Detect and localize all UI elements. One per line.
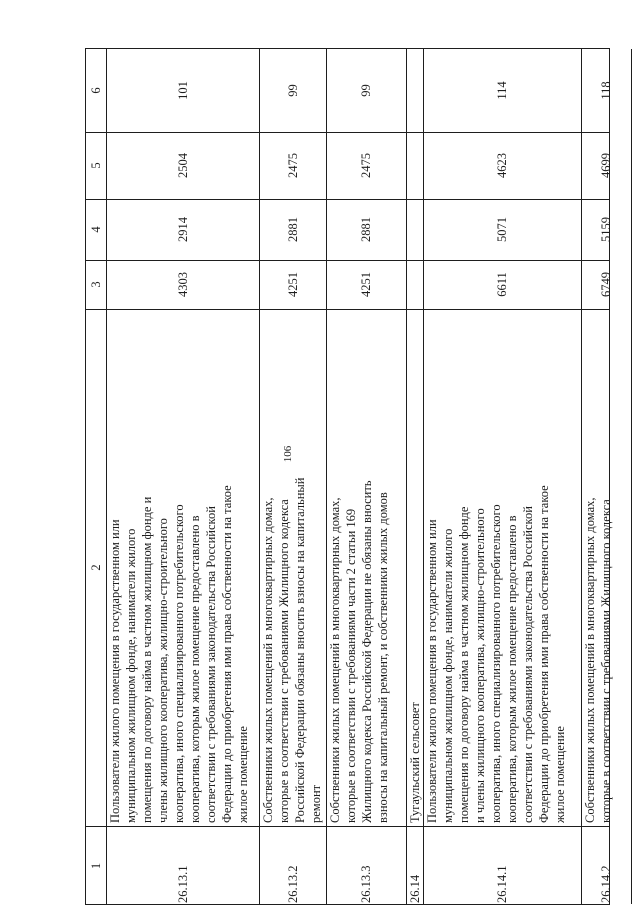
description-line: Пользователи жилого помещения в государственном или xyxy=(108,519,122,823)
row-value-c5: 2504 xyxy=(175,153,190,178)
row-value-c6: 118 xyxy=(599,81,613,100)
column-header: 5 xyxy=(89,162,103,169)
row-code: 26.13.3 xyxy=(359,865,373,903)
description-line: Тугаульский сельсовет xyxy=(408,702,422,823)
row-description xyxy=(327,306,391,826)
row-value-c3 xyxy=(406,260,423,309)
description-line: муниципальном жилищном фонде, наниматели жилого xyxy=(441,528,455,823)
row-value-c4 xyxy=(406,199,423,260)
row-value-c6: 114 xyxy=(495,81,509,100)
column-header: 2 xyxy=(89,564,103,571)
row-description xyxy=(424,306,568,826)
description-line: члены жилищного кооператива, жилищно-строительного xyxy=(156,518,170,823)
description-line: ремонт xyxy=(309,784,323,823)
row-value-c3: 4303 xyxy=(175,272,190,297)
description-line: кооператива, которым жилое помещение предоставлено в xyxy=(505,515,519,823)
row-code: 26.14 xyxy=(407,874,422,903)
description-line: Собственники жилых помещений в многоквартирных домах, xyxy=(583,497,597,823)
description-line: кооператива, иного специализированного потребительского xyxy=(489,504,503,823)
column-header: 4 xyxy=(89,226,103,233)
page-number: 106 xyxy=(282,445,294,463)
row-value-c5: 2475 xyxy=(359,153,373,178)
description-line: кооператива, иного специализированного потребительского xyxy=(172,504,186,823)
description-line: Федерации до приобретения ими права собственности на такое xyxy=(220,485,234,823)
row-value-c3: 6749 xyxy=(599,272,613,297)
description-line: которые в соответствии с требованиями Жилищного кодекса xyxy=(599,499,613,823)
row-value-c4: 2914 xyxy=(175,217,190,242)
description-line: которые в соответствии с требованиями части 2 статьи 169 xyxy=(344,508,358,823)
description-line: жилое помещение xyxy=(553,726,567,823)
description-line: Жилищного кодекса Российской Федерации не обязаны вносить xyxy=(360,480,374,823)
description-line: взносы на капитальный ремонт, и собственники жилых домов xyxy=(376,492,390,823)
row-value-c5: 4699 xyxy=(599,153,613,178)
row-value-c6 xyxy=(406,49,423,132)
description-line: помещения по договору найма в частном жилищном фонде и xyxy=(140,496,154,823)
description-line: Пользователи жилого помещения в государственном или xyxy=(425,519,439,823)
description-line: Федерации до приобретения ими права собственности на такое xyxy=(537,485,551,823)
row-value-c5: 2475 xyxy=(285,153,300,178)
row-description xyxy=(407,306,423,826)
row-description xyxy=(582,306,614,826)
row-value-c5: 4623 xyxy=(495,153,509,178)
row-value-c5 xyxy=(406,132,423,199)
row-value-c3: 4251 xyxy=(359,272,373,297)
row-value-c4: 2881 xyxy=(285,217,300,242)
row-value-c4: 5159 xyxy=(599,217,613,242)
column-header: 6 xyxy=(89,87,103,94)
row-code: 26.14.2 xyxy=(599,865,613,903)
row-value-c4: 5071 xyxy=(495,217,509,242)
row-value-c6: 99 xyxy=(359,84,373,97)
description-line: Российской Федерации обязаны вносить взносы на капитальный xyxy=(293,477,307,823)
description-line: кооператива, которым жилое помещение предоставлено в xyxy=(188,515,202,823)
row-value-c3: 6611 xyxy=(495,272,509,297)
row-code: 26.13.1 xyxy=(175,865,190,903)
description-line: Собственники жилых помещений в многоквартирных домах, xyxy=(328,497,342,823)
column-divider xyxy=(631,49,632,904)
description-line: соответствии с требованиями законодательства Российской xyxy=(204,506,218,823)
description-line: жилое помещение xyxy=(236,726,250,823)
column-header: 3 xyxy=(89,281,103,288)
description-line: которые в соответствии с требованиями Жилищного кодекса xyxy=(277,499,291,823)
row-description xyxy=(107,306,251,826)
description-line: Собственники жилых помещений в многоквартирных домах, xyxy=(261,497,275,823)
data-table xyxy=(85,48,613,905)
description-line: соответствии с требованиями законодательства Российской xyxy=(521,506,535,823)
row-description xyxy=(260,306,324,826)
description-line: муниципальном жилищном фонде, наниматели жилого xyxy=(124,528,138,823)
description-line: и члены жилищного кооператива, жилищно-строительного xyxy=(473,508,487,823)
row-value-c4: 2881 xyxy=(359,217,373,242)
row-code: 26.13.2 xyxy=(285,865,300,903)
row-value-c3: 4251 xyxy=(285,272,300,297)
row-value-c6: 101 xyxy=(175,81,190,100)
row-code: 26.14.1 xyxy=(495,865,509,903)
description-line: помещения по договору найма в частном жилищном фонде xyxy=(457,506,471,823)
row-value-c6: 99 xyxy=(285,84,300,97)
column-header: 1 xyxy=(89,862,103,870)
